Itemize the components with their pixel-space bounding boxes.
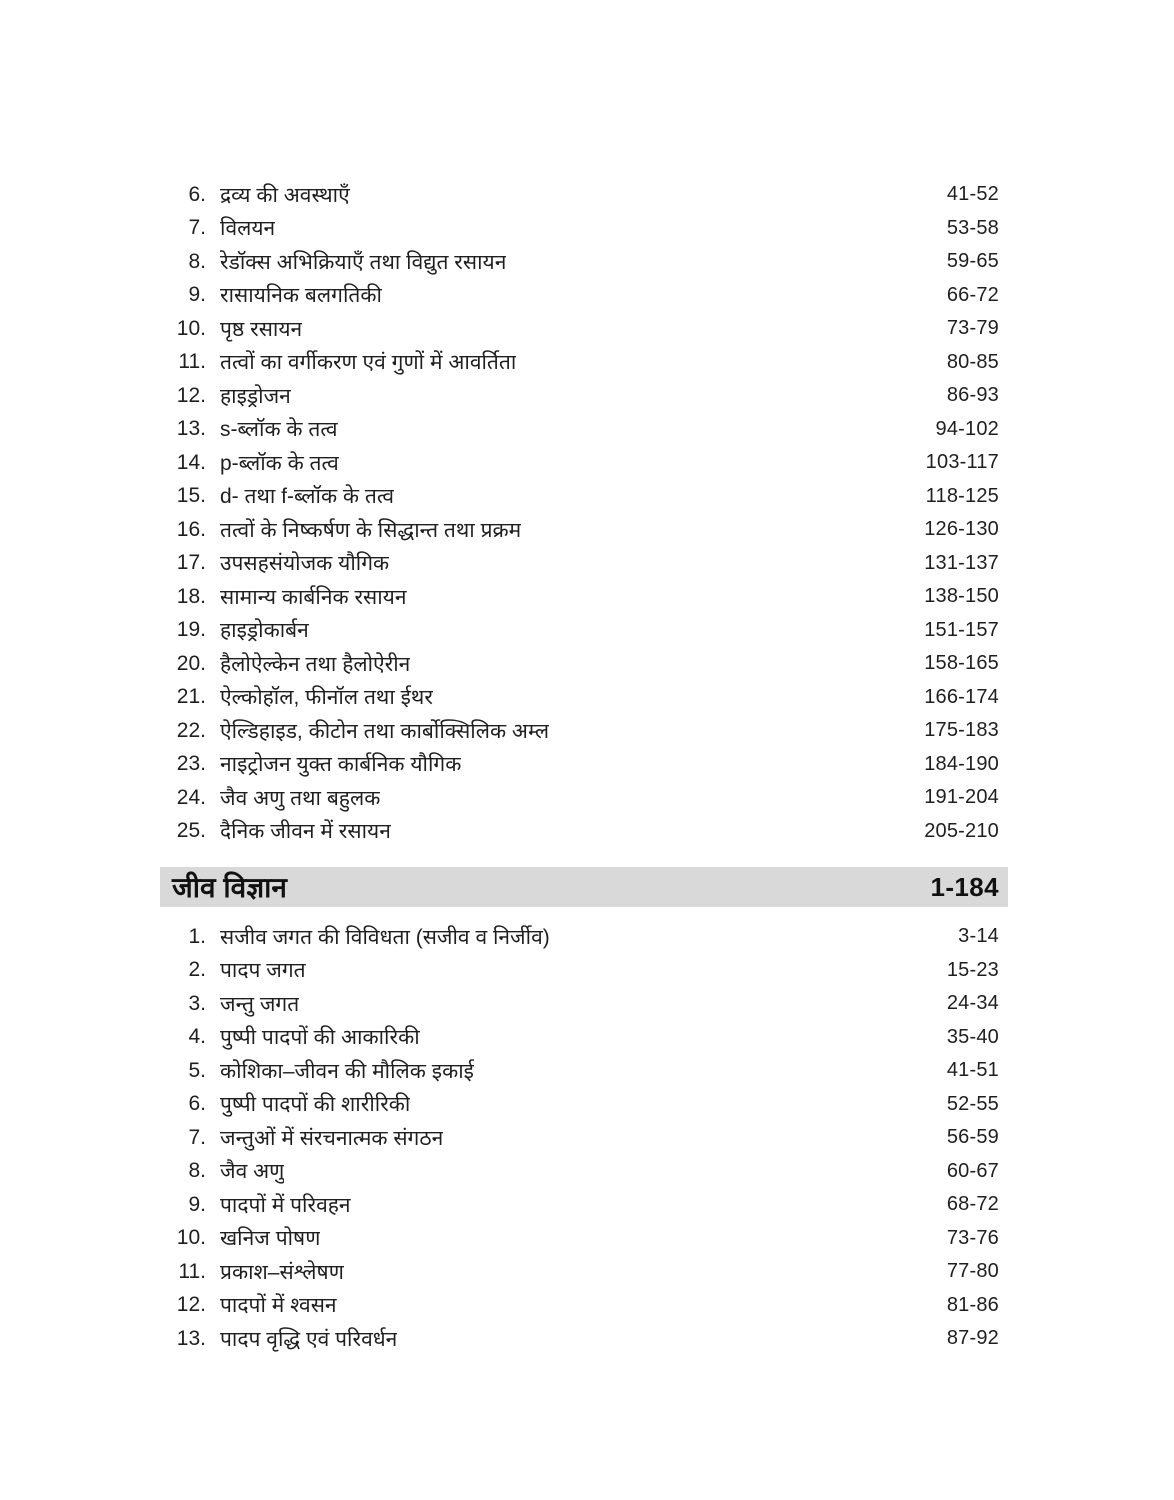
chapter-number: 10. <box>176 316 206 340</box>
chapter-title: पादपों में श्वसन <box>220 1294 337 1318</box>
toc-row <box>160 245 1008 279</box>
chapter-number: 8. <box>188 1159 206 1183</box>
chapter-number: 11. <box>178 350 206 374</box>
chapter-page-range: 81-86 <box>946 1293 999 1316</box>
chapter-title: नाइट्रोजन युक्त कार्बनिक यौगिक <box>220 753 462 777</box>
toc-row <box>160 987 1008 1021</box>
chapter-title: s-ब्लॉक के तत्व <box>220 418 338 442</box>
chapter-number: 12. <box>176 1293 206 1317</box>
toc-row <box>160 379 1008 413</box>
chapter-page-range: 118-125 <box>925 484 999 507</box>
toc-row <box>160 279 1008 313</box>
chapter-title: पुष्पी पादपों की शारीरिकी <box>220 1093 411 1117</box>
chapter-page-range: 41-52 <box>946 183 999 206</box>
chapter-page-range: 73-76 <box>946 1226 999 1249</box>
chapter-page-range: 126-130 <box>924 518 999 541</box>
chapter-page-range: 175-183 <box>924 719 999 742</box>
chapter-number: 25. <box>176 819 206 843</box>
chapter-page-range: 3-14 <box>958 925 999 948</box>
chapter-title: d- तथा f-ब्लॉक के तत्व <box>220 485 395 509</box>
chapter-title: हाइड्रोकार्बन <box>220 619 309 643</box>
chapter-number: 22. <box>176 718 206 742</box>
biology-toc-list <box>160 920 1008 1356</box>
chapter-number: 9. <box>188 283 206 307</box>
chapter-page-range: 151-157 <box>924 618 999 641</box>
chapter-title: तत्वों के निष्कर्षण के सिद्धान्त तथा प्रक्रम <box>220 518 522 542</box>
chapter-title: पृष्ठ रसायन <box>220 317 303 341</box>
toc-row <box>160 1021 1008 1055</box>
section-title: जीव विज्ञान <box>172 872 287 903</box>
chapter-title: रेडॉक्स अभिक्रियाएँ तथा विद्युत रसायन <box>220 250 507 274</box>
toc-row <box>160 178 1008 212</box>
chapter-number: 13. <box>176 417 206 441</box>
chapter-title: कोशिका–जीवन की मौलिक इकाई <box>220 1059 474 1083</box>
chapter-number: 7. <box>188 1125 206 1149</box>
toc-row <box>160 647 1008 681</box>
toc-row <box>160 1088 1008 1122</box>
toc-row <box>160 547 1008 581</box>
chapter-page-range: 60-67 <box>946 1159 999 1182</box>
toc-row <box>160 954 1008 988</box>
toc-row <box>160 1255 1008 1289</box>
chapter-page-range: 59-65 <box>946 250 999 273</box>
chapter-title: प्रकाश–संश्लेषण <box>220 1260 344 1284</box>
chapter-title: जैव अणु <box>220 1160 285 1184</box>
biology-section <box>160 867 1008 1356</box>
chapter-number: 24. <box>176 785 206 809</box>
chapter-page-range: 103-117 <box>925 451 999 474</box>
toc-row <box>160 681 1008 715</box>
chapter-page-range: 77-80 <box>946 1260 999 1283</box>
chapter-title: हाइड्रोजन <box>220 384 291 408</box>
chapter-page-range: 184-190 <box>924 752 999 775</box>
toc-row <box>160 714 1008 748</box>
chapter-page-range: 191-204 <box>924 786 999 809</box>
chapter-number: 6. <box>188 1092 206 1116</box>
chapter-page-range: 138-150 <box>924 585 999 608</box>
chapter-number: 10. <box>176 1226 206 1250</box>
section-page-range: 1-184 <box>930 871 999 902</box>
toc-row <box>160 748 1008 782</box>
chapter-title: हैलोऐल्केन तथा हैलोऐरीन <box>220 652 411 676</box>
chapter-title: p-ब्लॉक के तत्व <box>220 451 339 475</box>
chapter-number: 3. <box>188 991 206 1015</box>
chapter-title: ऐल्कोहॉल, फीनॉल तथा ईथर <box>220 686 433 710</box>
chapter-page-range: 73-79 <box>946 317 999 340</box>
toc-row <box>160 614 1008 648</box>
toc-row <box>160 413 1008 447</box>
chapter-title: जन्तु जगत <box>220 992 300 1016</box>
toc-row <box>160 815 1008 849</box>
chapter-title: उपसहसंयोजक यौगिक <box>220 552 390 576</box>
toc-row <box>160 1222 1008 1256</box>
chapter-title: पादप वृद्धि एवं परिवर्धन <box>220 1327 398 1351</box>
chapter-page-range: 68-72 <box>946 1193 999 1216</box>
toc-row <box>160 312 1008 346</box>
chapter-title: पादप जगत <box>220 959 306 983</box>
chapter-title: द्रव्य की अवस्थाएँ <box>220 183 350 207</box>
chapter-number: 6. <box>188 182 206 206</box>
chapter-number: 14. <box>176 450 206 474</box>
chapter-number: 13. <box>176 1326 206 1350</box>
chapter-number: 17. <box>176 551 206 575</box>
chapter-page-range: 53-58 <box>946 216 999 239</box>
chapter-page-range: 52-55 <box>946 1092 999 1115</box>
toc-row <box>160 212 1008 246</box>
chapter-number: 21. <box>176 685 206 709</box>
chemistry-section <box>160 178 1008 848</box>
toc-row <box>160 920 1008 954</box>
chapter-number: 16. <box>176 517 206 541</box>
chapter-number: 23. <box>176 752 206 776</box>
chapter-number: 11. <box>178 1259 206 1283</box>
toc-row <box>160 1322 1008 1356</box>
chapter-title: जन्तुओं में संरचनात्मक संगठन <box>220 1126 444 1150</box>
chapter-page-range: 41-51 <box>946 1059 999 1082</box>
chapter-title: पादपों में परिवहन <box>220 1193 351 1217</box>
chapter-page-range: 166-174 <box>924 685 999 708</box>
chapter-title: खनिज पोषण <box>220 1227 321 1251</box>
chapter-page-range: 94-102 <box>935 417 999 440</box>
toc-row <box>160 1121 1008 1155</box>
chapter-title: तत्वों का वर्गीकरण एवं गुणों में आवर्तिता <box>220 351 517 375</box>
chapter-number: 19. <box>176 618 206 642</box>
toc-row <box>160 1155 1008 1189</box>
toc-row <box>160 346 1008 380</box>
toc-row <box>160 1289 1008 1323</box>
chapter-page-range: 205-210 <box>924 819 999 842</box>
chapter-title: दैनिक जीवन में रसायन <box>220 820 391 844</box>
toc-row <box>160 1188 1008 1222</box>
chapter-page-range: 56-59 <box>946 1126 999 1149</box>
chapter-page-range: 158-165 <box>924 652 999 675</box>
chapter-number: 8. <box>188 249 206 273</box>
chapter-page-range: 15-23 <box>946 958 999 981</box>
chapter-number: 12. <box>176 383 206 407</box>
toc-row <box>160 513 1008 547</box>
chapter-page-range: 80-85 <box>946 350 999 373</box>
chapter-page-range: 86-93 <box>946 384 999 407</box>
toc-content <box>160 178 1008 1356</box>
toc-row <box>160 1054 1008 1088</box>
chapter-number: 15. <box>176 484 206 508</box>
chapter-title: विलयन <box>220 217 276 241</box>
toc-row <box>160 480 1008 514</box>
toc-row <box>160 446 1008 480</box>
chapter-number: 9. <box>188 1192 206 1216</box>
chapter-number: 2. <box>188 958 206 982</box>
toc-row <box>160 781 1008 815</box>
chapter-title: जैव अणु तथा बहुलक <box>220 786 381 810</box>
chapter-number: 7. <box>188 216 206 240</box>
chapter-title: सजीव जगत की विविधता (सजीव व निर्जीव) <box>220 925 550 949</box>
chapter-page-range: 87-92 <box>946 1327 999 1350</box>
chapter-title: पुष्पी पादपों की आकारिकी <box>220 1026 420 1050</box>
chapter-title: ऐल्डिहाइड, कीटोन तथा कार्बोक्सिलिक अम्ल <box>220 719 550 743</box>
chapter-number: 4. <box>188 1025 206 1049</box>
chapter-number: 5. <box>188 1058 206 1082</box>
chapter-title: रासायनिक बलगतिकी <box>220 284 382 308</box>
biology-section-header <box>160 867 1008 907</box>
toc-row <box>160 580 1008 614</box>
chapter-number: 18. <box>176 584 206 608</box>
chapter-page-range: 66-72 <box>946 283 999 306</box>
chapter-number: 1. <box>188 924 206 948</box>
chapter-title: सामान्य कार्बनिक रसायन <box>220 585 407 609</box>
chapter-page-range: 35-40 <box>946 1025 999 1048</box>
chapter-number: 20. <box>176 651 206 675</box>
chapter-page-range: 24-34 <box>946 992 999 1015</box>
chemistry-toc-list <box>160 178 1008 848</box>
chapter-page-range: 131-137 <box>924 551 999 574</box>
